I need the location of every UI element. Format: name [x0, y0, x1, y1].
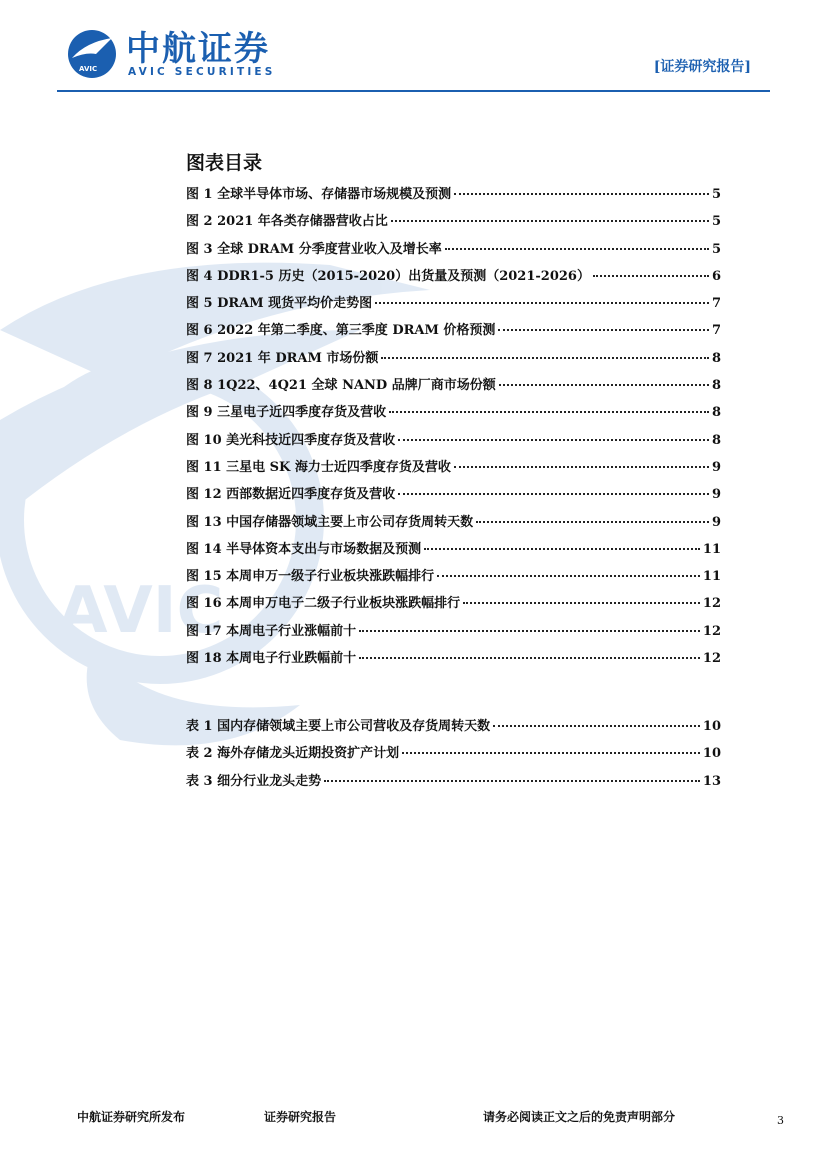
toc-figure-entry-label: 图 5 DRAM 现货平均价走势图: [186, 296, 373, 312]
leader-dots: [498, 329, 709, 331]
toc-figure-entry[interactable]: [186, 347, 721, 374]
toc-title: 图表目录: [186, 152, 263, 174]
watermark-text: AVIC: [58, 574, 224, 648]
toc-figure-entry-label: 图 13 中国存储器领域主要上市公司存货周转天数: [186, 514, 474, 530]
toc-figure-entry[interactable]: [186, 483, 721, 510]
leader-dots: [424, 548, 700, 550]
toc-figure-entry[interactable]: [186, 592, 721, 619]
toc-figure-entry[interactable]: [186, 620, 721, 647]
toc-figure-entry-page: 8: [711, 378, 721, 394]
toc-figure-entry-label: 图 18 本周电子行业跌幅前十: [186, 651, 357, 667]
toc-figure-entry-page: 9: [711, 514, 721, 530]
toc-figure-entry[interactable]: [186, 319, 721, 346]
company-logo: [66, 28, 286, 80]
leader-dots: [445, 248, 709, 250]
toc-figure-entry-page: 8: [711, 350, 721, 366]
leader-dots: [402, 752, 700, 754]
toc-figure-entry-page: 11: [702, 569, 721, 585]
figure-list: [186, 183, 721, 674]
toc-figure-entry-page: 7: [711, 296, 721, 312]
footer-publisher: 中航证券研究所发布: [77, 1110, 186, 1124]
leader-dots: [476, 521, 709, 523]
toc-figure-entry-label: 图 6 2022 年第二季度、第三季度 DRAM 价格预测: [186, 323, 496, 339]
toc-figure-entry-label: 图 2 2021 年各类存储器营收占比: [186, 214, 388, 230]
header-doc-type: [证券研究报告]: [653, 59, 751, 75]
leader-dots: [398, 439, 709, 441]
toc-table-entry-page: 10: [702, 746, 721, 762]
toc-figure-entry[interactable]: [186, 210, 721, 237]
toc-figure-entry[interactable]: [186, 538, 721, 565]
leader-dots: [359, 630, 700, 632]
toc-figure-entry-label: 图 8 1Q22、4Q21 全球 NAND 品牌厂商市场份额: [186, 378, 496, 394]
leader-dots: [359, 657, 700, 659]
toc-figure-entry[interactable]: [186, 429, 721, 456]
toc-figure-entry-page: 6: [711, 268, 721, 284]
leader-dots: [454, 193, 709, 195]
header-rule: [57, 90, 770, 92]
footer-doc-type: 证券研究报告: [264, 1110, 337, 1124]
toc-figure-entry[interactable]: [186, 183, 721, 210]
toc-figure-entry-page: 11: [702, 541, 721, 557]
table-list: [186, 715, 721, 797]
toc-figure-entry-page: 5: [711, 214, 721, 230]
toc-figure-entry-label: 图 10 美光科技近四季度存货及营收: [186, 432, 396, 448]
toc-figure-entry-label: 图 16 本周申万电子二级子行业板块涨跌幅排行: [186, 596, 461, 612]
page-number: 3: [777, 1114, 784, 1127]
leader-dots: [593, 275, 709, 277]
toc-figure-entry-label: 图 1 全球半导体市场、存储器市场规模及预测: [186, 187, 452, 202]
leader-dots: [454, 466, 709, 468]
logo-chinese-name: 中航证券: [126, 29, 270, 69]
avic-logo-icon: [66, 28, 118, 80]
toc-figure-entry-page: 12: [702, 651, 721, 667]
toc-table-entry[interactable]: [186, 715, 721, 742]
logo-english-name: AVIC SECURITIES: [128, 66, 276, 78]
leader-dots: [381, 357, 709, 359]
toc-figure-entry-label: 图 9 三星电子近四季度存货及营收: [186, 405, 387, 421]
leader-dots: [324, 780, 700, 782]
toc-figure-entry[interactable]: [186, 292, 721, 319]
toc-figure-entry[interactable]: [186, 565, 721, 592]
toc-figure-entry-page: 12: [702, 623, 721, 639]
toc-figure-entry-label: 图 17 本周电子行业涨幅前十: [186, 623, 357, 639]
toc-figure-entry-page: 8: [711, 432, 721, 448]
toc-table-entry-label: 表 2 海外存储龙头近期投资扩产计划: [186, 746, 400, 762]
toc-figure-entry-page: 5: [711, 187, 721, 202]
toc-figure-entry-label: 图 7 2021 年 DRAM 市场份额: [186, 350, 379, 366]
toc-table-entry-label: 表 1 国内存储领域主要上市公司营收及存货周转天数: [186, 719, 491, 734]
toc-table-entry[interactable]: [186, 770, 721, 797]
leader-dots: [398, 493, 709, 495]
toc-figure-entry-label: 图 11 三星电 SK 海力士近四季度存货及营收: [186, 459, 451, 475]
leader-dots: [463, 602, 700, 604]
toc-figure-entry-page: 8: [711, 405, 721, 421]
toc-figure-entry[interactable]: [186, 238, 721, 265]
footer-disclaimer: 请务必阅读正文之后的免责声明部分: [483, 1110, 676, 1124]
toc-table-entry-label: 表 3 细分行业龙头走势: [186, 773, 322, 789]
toc-figure-entry[interactable]: [186, 374, 721, 401]
leader-dots: [375, 302, 709, 304]
toc-figure-entry-label: 图 3 全球 DRAM 分季度营业收入及增长率: [186, 241, 442, 257]
toc-figure-entry-page: 7: [711, 323, 721, 339]
toc-figure-entry-page: 12: [702, 596, 721, 612]
toc-figure-entry-label: 图 4 DDR1-5 历史（2015-2020）出货量及预测（2021-2026）: [186, 268, 590, 284]
toc-figure-entry[interactable]: [186, 265, 721, 292]
toc-figure-entry-page: 9: [711, 487, 721, 503]
toc-figure-entry-page: 9: [711, 459, 721, 475]
toc-figure-entry-label: 图 14 半导体资本支出与市场数据及预测: [186, 541, 422, 557]
leader-dots: [389, 411, 709, 413]
leader-dots: [437, 575, 700, 577]
toc-table-entry-page: 13: [702, 773, 721, 789]
toc-figure-entry[interactable]: [186, 456, 721, 483]
toc-figure-entry[interactable]: [186, 401, 721, 428]
toc-table-entry-page: 10: [702, 719, 721, 734]
logo-badge-text: AVIC: [79, 65, 98, 73]
toc-figure-entry[interactable]: [186, 511, 721, 538]
leader-dots: [499, 384, 709, 386]
toc-figure-entry-page: 5: [711, 241, 721, 257]
toc-figure-entry-label: 图 12 西部数据近四季度存货及营收: [186, 487, 396, 503]
toc-figure-entry-label: 图 15 本周申万一级子行业板块涨跌幅排行: [186, 569, 435, 585]
toc-table-entry[interactable]: [186, 742, 721, 769]
toc-figure-entry[interactable]: [186, 647, 721, 674]
leader-dots: [391, 220, 709, 222]
leader-dots: [493, 725, 700, 727]
